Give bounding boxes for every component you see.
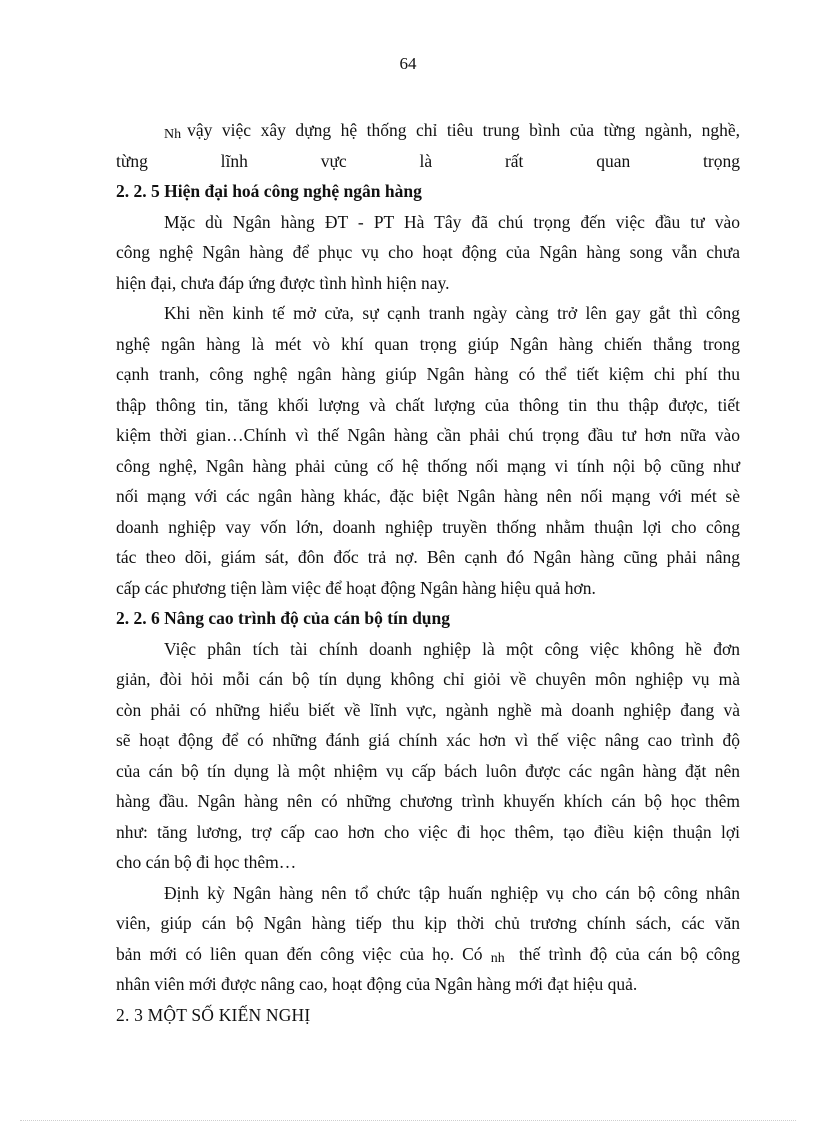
- paragraph-line: còn phải có những hiểu biết về lĩnh vực, ngành nghề mà doanh nghiệp đang và: [116, 699, 740, 720]
- line-fragment: Nh: [164, 127, 182, 142]
- line-text: vậy việc xây dựng hệ thống chỉ tiêu trung bình của từng ngành, nghề,: [187, 120, 740, 140]
- page-number: 64: [399, 54, 417, 73]
- paragraph-line: viên, giúp cán bộ Ngân hàng tiếp thu kịp thời chủ trương chính sách, các văn: [116, 913, 740, 933]
- paragraph-line: thập thông tin, tăng khối lượng và chất lượng của thông tin thu thập được, tiết: [116, 394, 740, 415]
- paragraph-line: nối mạng với các ngân hàng khác, đặc biệt Ngân hàng nên nối mạng với mét sè: [116, 486, 740, 506]
- paragraph-line: doanh nghiệp vay vốn lớn, doanh nghiệp truyền thống nhằm thuận lợi cho công: [116, 516, 740, 537]
- paragraph-line: như: tăng lương, trợ cấp cao hơn cho việc đi học thêm, tạo điều kiện thuận lợi: [116, 821, 740, 842]
- paragraph-line: Mặc dù Ngân hàng ĐT - PT Hà Tây đã chú trọng đến việc đầu tư vào: [164, 211, 740, 232]
- section-heading: 2. 2. 6 Nâng cao trình độ của cán bộ tín dụng: [116, 608, 451, 628]
- paragraph-line: nhân viên mới được nâng cao, hoạt động của Ngân hàng mới đạt hiệu quả.: [116, 974, 638, 994]
- paragraph-line: tác theo dõi, giám sát, đôn đốc trả nợ. Bên cạnh đó Ngân hàng cũng phải nâng: [116, 547, 740, 567]
- paragraph-line: giản, đòi hỏi mỗi cán bộ tín dụng không chỉ giỏi về chuyên môn nghiệp vụ mà: [116, 669, 740, 689]
- paragraph-line: Việc phân tích tài chính doanh nghiệp là một công việc không hề đơn: [164, 638, 740, 659]
- section-heading: 2. 2. 5 Hiện đại hoá công nghệ ngân hàng: [116, 181, 422, 201]
- paragraph-line: [116, 115, 740, 146]
- paragraph-line: hàng đầu. Ngân hàng nên có những chương trình khuyến khích cán bộ học thêm: [116, 791, 740, 811]
- paragraph-line: của cán bộ tín dụng là một nhiệm vụ cấp bách luôn được các ngân hàng đặt nên: [116, 760, 740, 781]
- line-text: thế trình độ của cán bộ công: [518, 943, 741, 964]
- paragraph-line: sẽ hoạt động để có những đánh giá chính xác hơn vì thế việc nâng cao trình độ: [116, 730, 740, 750]
- paragraph-line: từng lĩnh vực là rất quan trọng: [116, 150, 740, 171]
- line-text: bản mới có liên quan đến công việc của họ. Có: [116, 943, 483, 964]
- paragraph-line: cho cán bộ đi học thêm…: [116, 852, 297, 872]
- paragraph-line: công nghệ, Ngân hàng phải củng cố hệ thống nối mạng vi tính nội bộ cũng như: [116, 455, 740, 476]
- paragraph-line: Định kỳ Ngân hàng nên tổ chức tập huấn nghiệp vụ cho cán bộ công nhân: [164, 882, 740, 903]
- line-fragment: nh: [490, 950, 505, 966]
- document-body: [116, 115, 740, 1030]
- page-bottom-divider: [20, 1120, 796, 1121]
- paragraph-line: cạnh tranh, công nghệ ngân hàng giúp Ngân hàng có thể tiết kiệm chi phí thu: [116, 364, 740, 384]
- section-heading: 2. 3 MỘT SỐ KIẾN NGHỊ: [116, 1004, 311, 1025]
- paragraph-line: Khi nền kinh tế mở cửa, sự cạnh tranh ngày càng trở lên gay gắt thì công: [164, 303, 740, 323]
- paragraph-line: [116, 939, 740, 970]
- paragraph-line: công nghệ Ngân hàng để phục vụ cho hoạt động của Ngân hàng song vẫn chưa: [116, 242, 740, 262]
- paragraph-line: kiệm thời gian…Chính vì thế Ngân hàng cần phải chú trọng đầu tư hơn nữa vào: [116, 425, 740, 445]
- paragraph-line: hiện đại, chưa đáp ứng được tình hình hiện nay.: [116, 272, 450, 293]
- paragraph-line: cấp các phương tiện làm việc để hoạt động Ngân hàng hiệu quả hơn.: [116, 577, 596, 598]
- paragraph-line: nghệ ngân hàng là mét vò khí quan trọng giúp Ngân hàng chiến thắng trong: [116, 333, 740, 354]
